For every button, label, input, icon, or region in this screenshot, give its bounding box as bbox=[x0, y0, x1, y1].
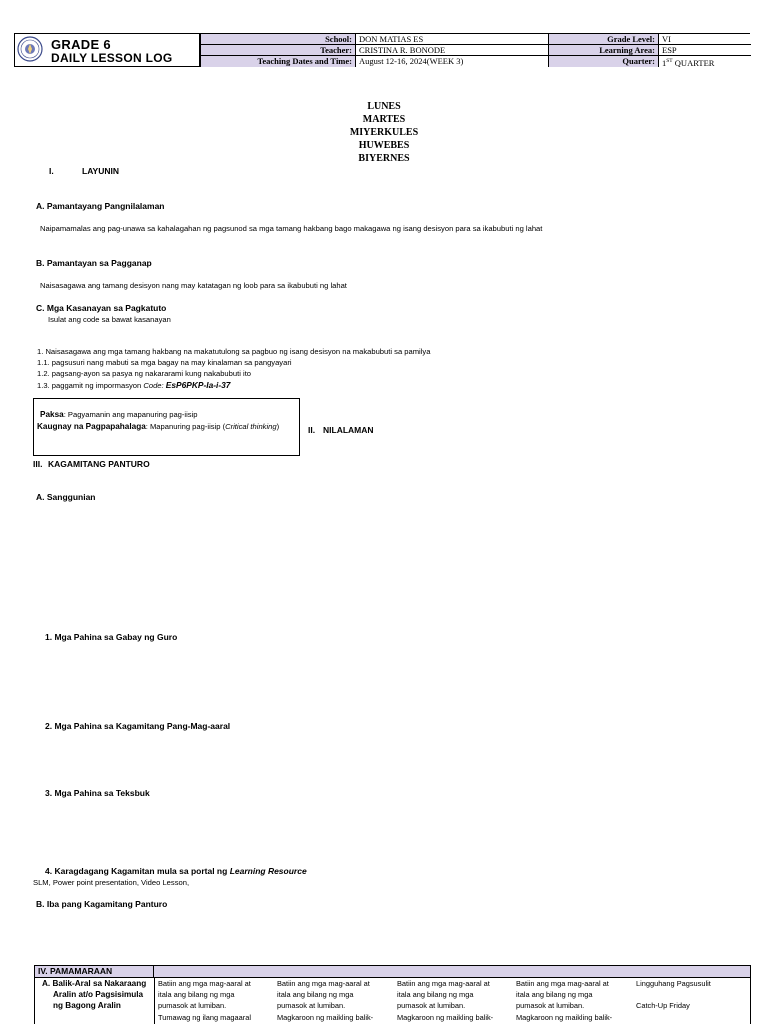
teaching-dates-label: Teaching Dates and Time: bbox=[201, 56, 356, 67]
pahina-kagamitan-magaaral-heading: 2. Mga Pahina sa Kagamitang Pang-Mag-aaral bbox=[45, 721, 231, 731]
day2-balik-aral-text: Batiin ang mga mag-aaral at itala ang bilang ng mga pumasok at lumiban. Magkaroon ng maikling balik- bbox=[277, 979, 374, 1022]
kasanayan-item-1-2: 1.2. pagsang-ayon sa pasya ng nakararami kung nakabubuti ito bbox=[37, 369, 252, 378]
nilalaman-number: II. bbox=[308, 425, 316, 435]
day-biyernes: BIYERNES bbox=[358, 153, 410, 164]
day-miyerkules: MIYERKULES bbox=[349, 127, 419, 138]
learning-area-label: Learning Area: bbox=[549, 45, 659, 56]
nilalaman-heading: NILALAMAN bbox=[323, 425, 374, 435]
school-value: DON MATIAS ES bbox=[356, 34, 549, 45]
kasanayan-item-1-1: 1.1. pagsusuri nang mabuti sa mga bagay na may kinalaman sa pangyayari bbox=[37, 358, 292, 367]
teaching-dates-value: August 12-16, 2024(WEEK 3) bbox=[356, 56, 549, 67]
balik-aral-label: A. Balik-Aral sa Nakaraang Aralin at/o Pagsisimula ng Bagong Aralin bbox=[42, 979, 147, 1011]
grade-level-value: VI bbox=[659, 34, 751, 45]
day-lunes: LUNES bbox=[367, 101, 401, 112]
day-huwebes: HUWEBES bbox=[358, 140, 410, 151]
layunin-heading: LAYUNIN bbox=[82, 166, 119, 176]
kagamitan-heading: KAGAMITANG PANTURO bbox=[48, 459, 150, 469]
pahina-teksbuk-heading: 3. Mga Pahina sa Teksbuk bbox=[45, 788, 150, 798]
kagamitan-number: III. bbox=[33, 459, 43, 469]
kasanayan-item-1-3: 1.3. paggamit ng impormasyon Code: EsP6PKP-Ia-i-37 bbox=[37, 380, 231, 390]
pamantayang-pangnilalaman-text: Naipamamalas ang pag-unawa sa kahalagahan ng pagsunod sa mga tamang hakbang bago makagawa ng isang desisyon para sa ikabubuti ng lahat bbox=[40, 224, 543, 233]
grade-title: GRADE 6 bbox=[51, 37, 111, 52]
day1-balik-aral-text: Batiin ang mga mag-aaral at itala ang bilang ng mga pumasok at lumiban. Tumawag ng ilang magaaral bbox=[158, 979, 251, 1022]
learning-area-value: ESP bbox=[659, 45, 751, 56]
paksa-line: Paksa: Pagyamanin ang mapanuring pag-iisip bbox=[40, 410, 198, 419]
kasanayan-item-1: 1. Naisasagawa ang mga tamang hakbang na makatutulong sa pagbuo ng isang desisyon na makabubuti sa pamilya bbox=[37, 347, 431, 356]
grade-level-label: Grade Level: bbox=[549, 34, 659, 45]
kaugnay-line: Kaugnay na Pagpapahalaga: Mapanuring pag-iisip (Critical thinking) bbox=[37, 422, 280, 431]
day-martes: MARTES bbox=[362, 114, 406, 125]
pahina-gabay-guro-heading: 1. Mga Pahina sa Gabay ng Guro bbox=[45, 632, 178, 642]
school-label: School: bbox=[201, 34, 356, 45]
deped-seal-icon bbox=[17, 36, 43, 62]
day3-balik-aral-text: Batiin ang mga mag-aaral at itala ang bilang ng mga pumasok at lumiban. Magkaroon ng maikling balik- bbox=[397, 979, 494, 1022]
karagdagang-kagamitan-heading: 4. Karagdagang Kagamitan mula sa portal ng Learning Resource bbox=[45, 866, 307, 876]
header-info-table bbox=[200, 33, 750, 67]
day4-balik-aral-text: Batiin ang mga mag-aaral at itala ang bilang ng mga pumasok at lumiban. Magkaroon ng maikling balik- bbox=[516, 979, 613, 1022]
teacher-label: Teacher: bbox=[201, 45, 356, 56]
kasanayan-subtitle: Isulat ang code sa bawat kasanayan bbox=[48, 315, 171, 324]
pamamaraan-heading: IV. PAMAMARAAN bbox=[38, 966, 113, 976]
daily-lesson-log-title: DAILY LESSON LOG bbox=[51, 51, 173, 65]
pamantayan-pagganap-text: Naisasagawa ang tamang desisyon nang may katatagan ng loob para sa ikabubuti ng lahat bbox=[40, 281, 347, 290]
day5-balik-aral-text: Lingguhang Pagsusulit Catch-Up Friday bbox=[636, 979, 711, 1011]
pamantayang-pangnilalaman-heading: A. Pamantayang Pangnilalaman bbox=[36, 201, 165, 211]
sanggunian-heading: A. Sanggunian bbox=[36, 492, 96, 502]
kasanayan-heading: C. Mga Kasanayan sa Pagkatuto bbox=[36, 303, 167, 313]
karagdagang-kagamitan-text: SLM, Power point presentation, Video Lesson, bbox=[33, 878, 190, 887]
quarter-label: Quarter: bbox=[549, 56, 659, 67]
pamantayan-pagganap-heading: B. Pamantayan sa Pagganap bbox=[36, 258, 152, 268]
column-divider bbox=[154, 978, 155, 1024]
teacher-value: CRISTINA R. BONODE bbox=[356, 45, 549, 56]
iba-pang-kagamitan-heading: B. Iba pang Kagamitang Panturo bbox=[36, 899, 168, 909]
quarter-value: 1ST QUARTER bbox=[659, 56, 751, 67]
layunin-number: I. bbox=[49, 166, 54, 176]
